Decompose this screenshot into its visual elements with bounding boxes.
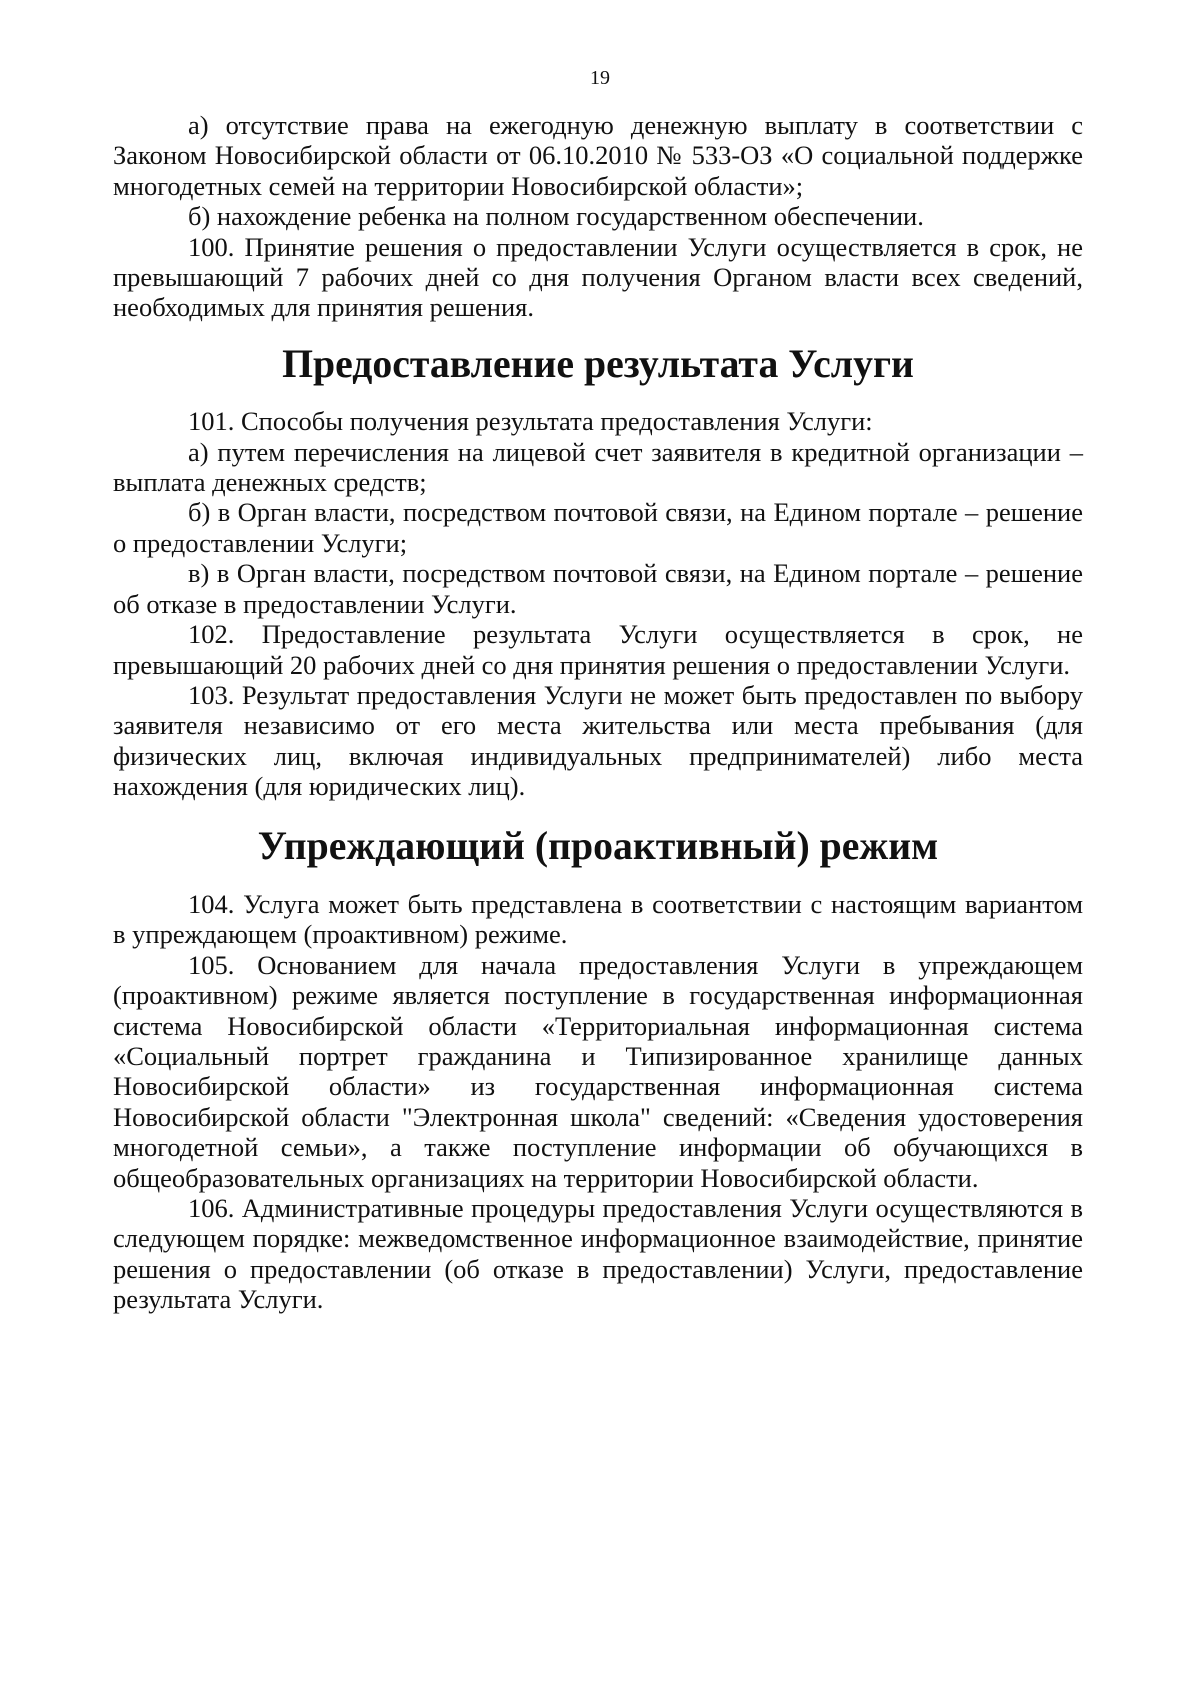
- paragraph-101-a: а) путем перечисления на лицевой счет заявителя в кредитной организации – выплата денежных средств;: [113, 436, 1083, 498]
- paragraph-item-a: а) отсутствие права на ежегодную денежную выплату в соответствии с Законом Новосибирской области от 06.10.2010 № 533-ОЗ «О социальной поддержке многодетных семей на территории Новосибирской области»;: [113, 110, 1083, 201]
- section-heading-proactive: Упреждающий (проактивный) режим: [257, 823, 939, 868]
- page-number: 19: [590, 67, 610, 89]
- paragraph-101-b: б) в Орган власти, посредством почтовой связи, на Едином портале – решение о предоставлении Услуги;: [113, 497, 1083, 558]
- paragraph-101-v: в) в Орган власти, посредством почтовой связи, на Едином портале – решение об отказе в предоставлении Услуги.: [113, 558, 1083, 619]
- paragraph-102: 102. Предоставление результата Услуги осуществляется в срок, не превышающий 20 рабочих дней со дня принятия решения о предоставлении Услуги.: [113, 619, 1083, 680]
- paragraph-103: 103. Результат предоставления Услуги не может быть предоставлен по выбору заявителя независимо от его места жительства или места пребывания (для физических лиц, включая индивидуальных предпринимателей) либо места нахождения (для юридических лиц).: [113, 679, 1083, 802]
- paragraph-104: 104. Услуга может быть представлена в соответствии с настоящим вариантом в упреждающем (проактивном) режиме.: [113, 888, 1083, 950]
- document-body: [113, 110, 1083, 1315]
- paragraph-item-b: б) нахождение ребенка на полном государственном обеспечении.: [188, 201, 924, 232]
- paragraph-101: 101. Способы получения результата предоставления Услуги:: [188, 406, 873, 437]
- section-heading-result: Предоставление результата Услуги: [282, 341, 914, 386]
- paragraph-105: 105. Основанием для начала предоставления Услуги в упреждающем (проактивном) режиме является поступление в государственная информационная система Новосибирской области «Территориальная информационная система «Социальный портрет гражданина и Типизированное хранилище данных Новосибирской области» из государственная информационная система Новосибирской области "Электронная школа" сведений: «Сведения удостоверения многодетной семьи», а также поступление информации об обучающихся в общеобразовательных организациях на территории Новосибирской области.: [113, 949, 1083, 1193]
- paragraph-106: 106. Административные процедуры предоставления Услуги осуществляются в следующем порядке: межведомственное информационное взаимодействие, принятие решения о предоставлении (об отказе в предоставлении) Услуги, предоставление результата Услуги.: [113, 1193, 1083, 1315]
- paragraph-100: 100. Принятие решения о предоставлении Услуги осуществляется в срок, не превышающий 7 рабочих дней со дня получения Органом власти всех сведений, необходимых для принятия решения.: [113, 231, 1083, 323]
